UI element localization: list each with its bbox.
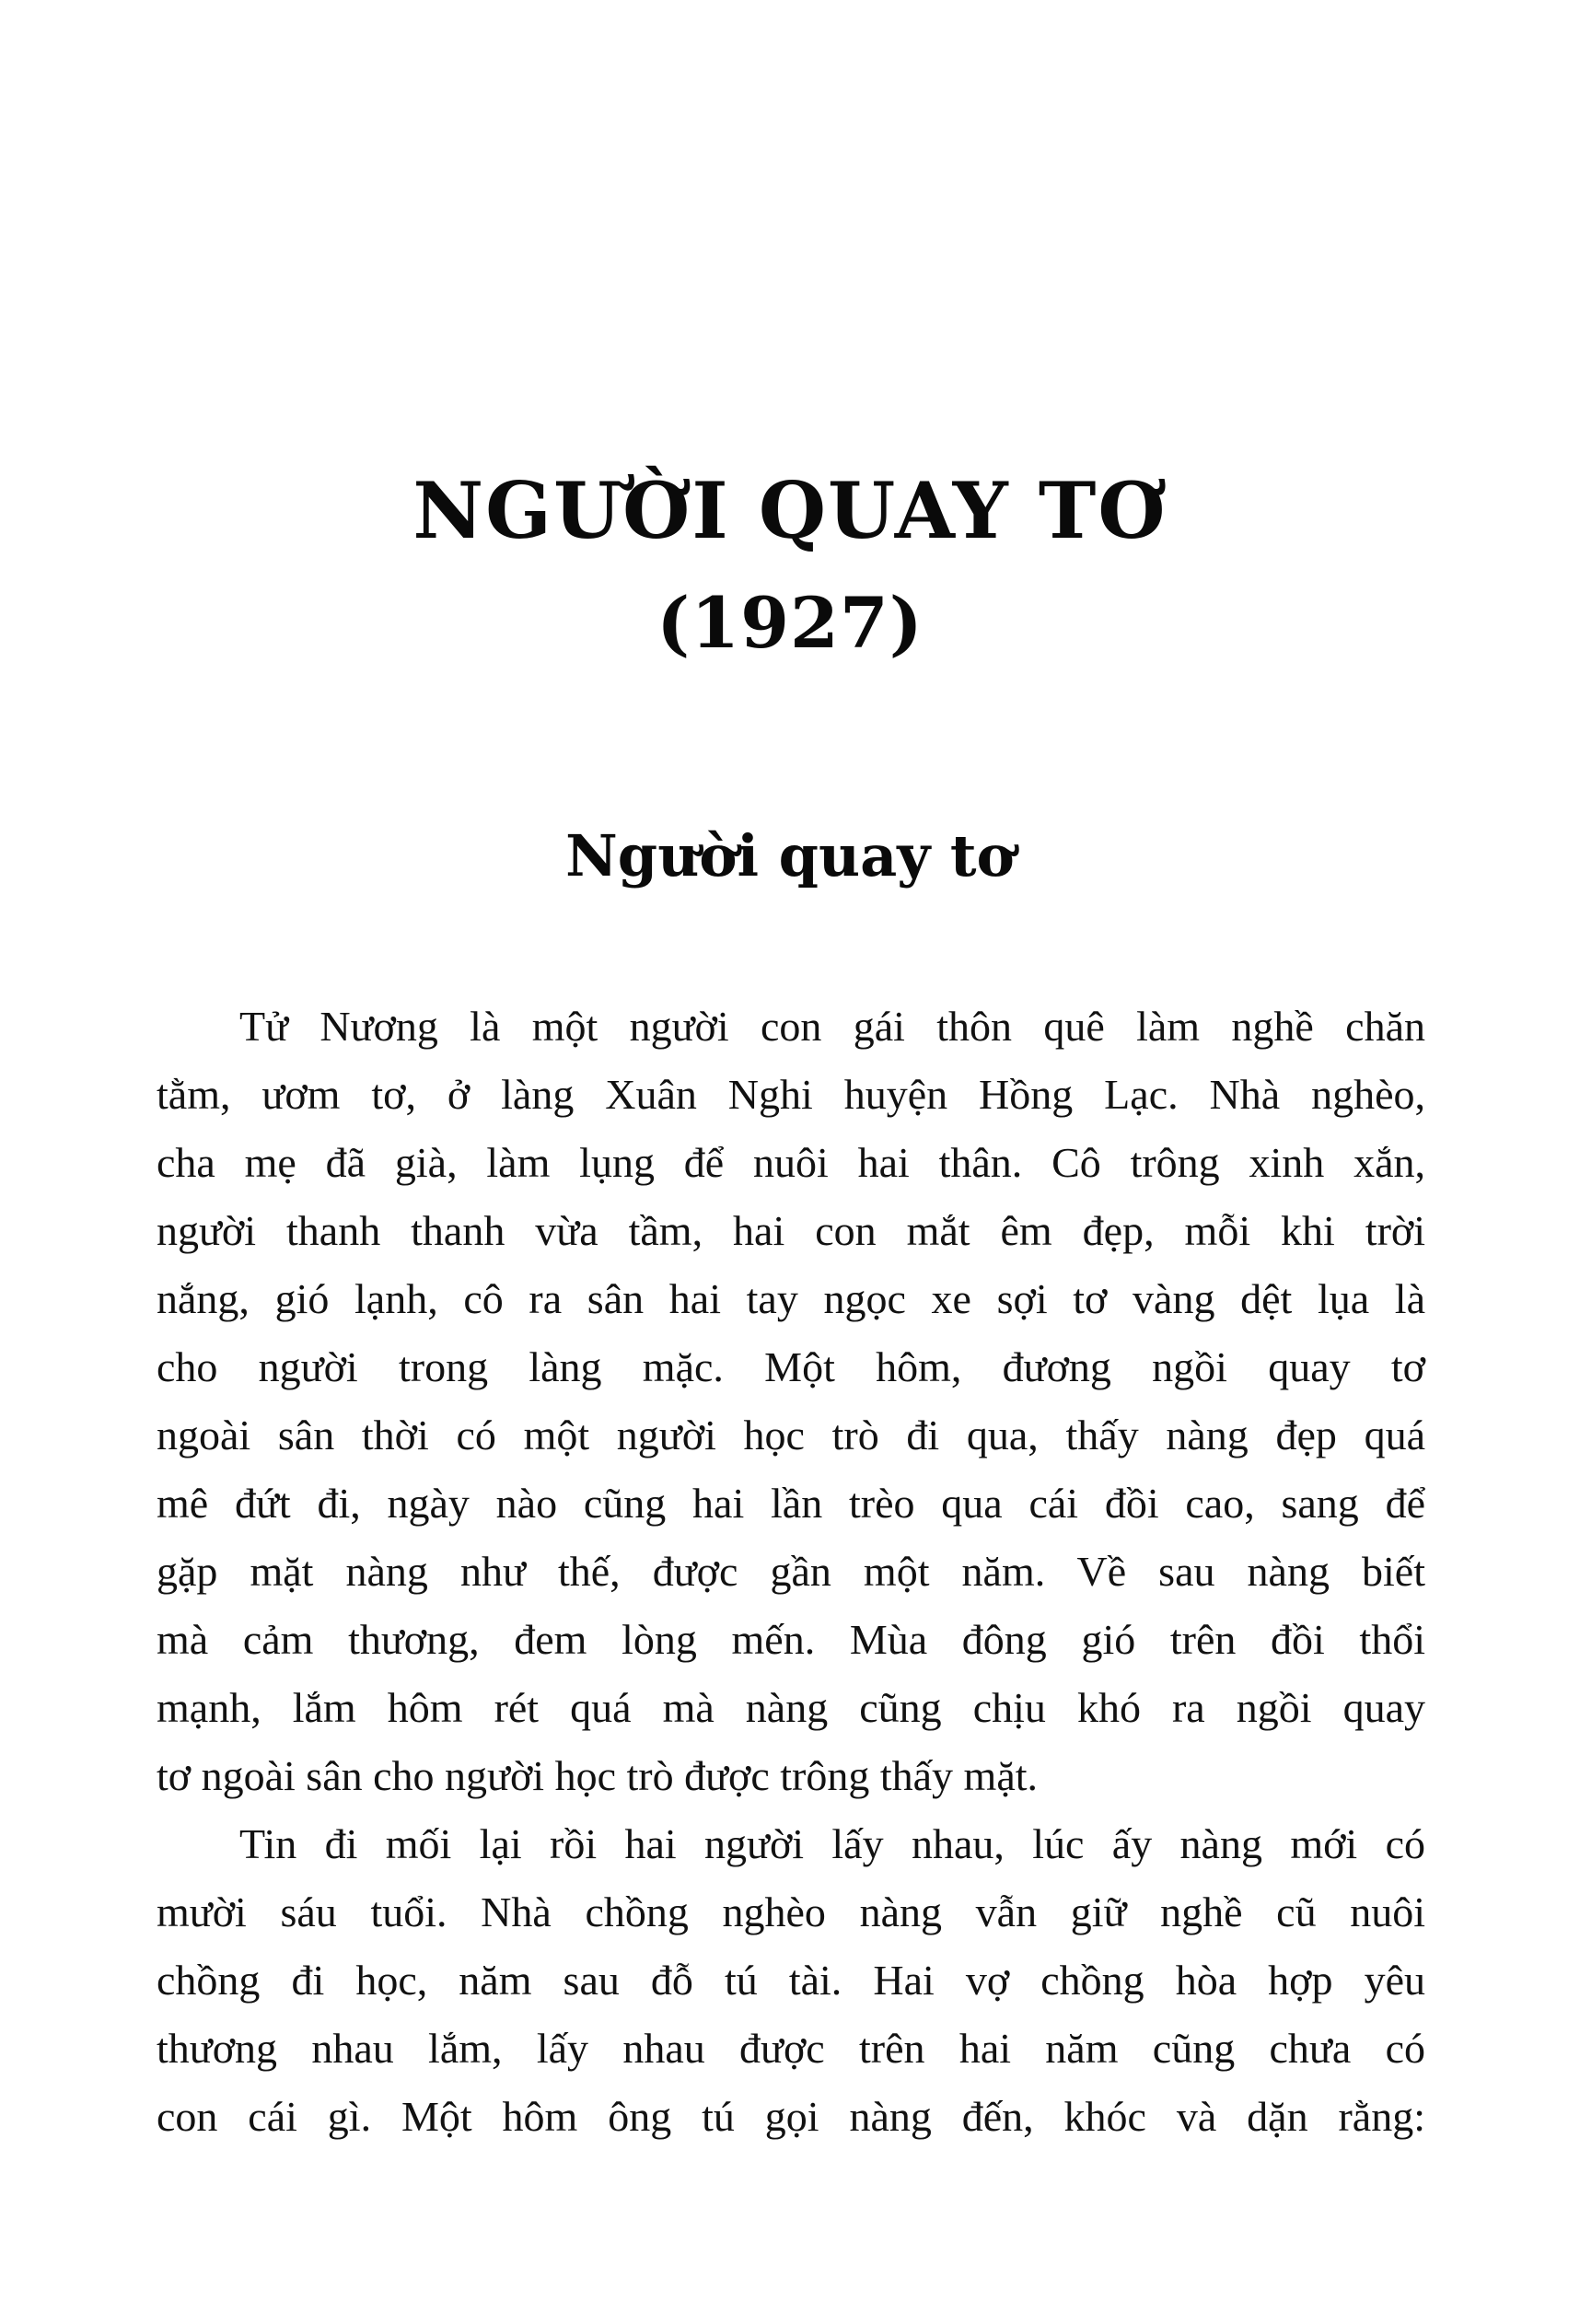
text-line: mười sáu tuổi. Nhà chồng nghèo nàng vẫn giữ nghề cũ nuôi: [157, 1888, 1425, 1935]
paragraph-1: [157, 993, 1425, 1810]
text-line: cha mẹ đã già, làm lụng để nuôi hai thân. Cô trông xinh xắn,: [157, 1139, 1425, 1186]
text-line: con cái gì. Một hôm ông tú gọi nàng đến, khóc và dặn rằng:: [157, 2093, 1425, 2140]
text-line: cho người trong làng mặc. Một hôm, đương ngồi quay tơ: [157, 1343, 1425, 1390]
text-line: nắng, gió lạnh, cô ra sân hai tay ngọc xe sợi tơ vàng dệt lụa là: [157, 1275, 1425, 1322]
section-heading: Người quay tơ: [565, 822, 1015, 889]
text-line: chồng đi học, năm sau đỗ tú tài. Hai vợ chồng hòa hợp yêu: [157, 1957, 1425, 2004]
text-line: ngoài sân thời có một người học trò đi qua, thấy nàng đẹp quá: [157, 1412, 1425, 1458]
text-line: tằm, ươm tơ, ở làng Xuân Nghi huyện Hồng Lạc. Nhà nghèo,: [157, 1071, 1425, 1118]
text-line: mà cảm thương, đem lòng mến. Mùa đông gió trên đồi thổi: [157, 1616, 1425, 1663]
story-text: [157, 993, 1425, 2151]
publication-year: (1927): [656, 582, 924, 664]
text-line: mê đứt đi, ngày nào cũng hai lần trèo qua cái đồi cao, sang để: [157, 1480, 1425, 1527]
text-line: thương nhau lắm, lấy nhau được trên hai năm cũng chưa có: [157, 2025, 1425, 2072]
text-line: tơ ngoài sân cho người học trò được trông thấy mặt.: [157, 1752, 1039, 1799]
text-line: người thanh thanh vừa tầm, hai con mắt êm đẹp, mỗi khi trời: [157, 1207, 1425, 1254]
story-title: NGƯỜI QUAY TƠ: [412, 465, 1168, 556]
paragraph-2: [157, 1810, 1425, 2151]
text-line: Tử Nương là một người con gái thôn quê làm nghề chăn: [239, 1003, 1425, 1050]
text-line: Tin đi mối lại rồi hai người lấy nhau, lúc ấy nàng mới có: [239, 1820, 1425, 1867]
text-line: gặp mặt nàng như thế, được gần một năm. Về sau nàng biết: [157, 1548, 1425, 1595]
text-line: mạnh, lắm hôm rét quá mà nàng cũng chịu khó ra ngồi quay: [157, 1684, 1425, 1731]
